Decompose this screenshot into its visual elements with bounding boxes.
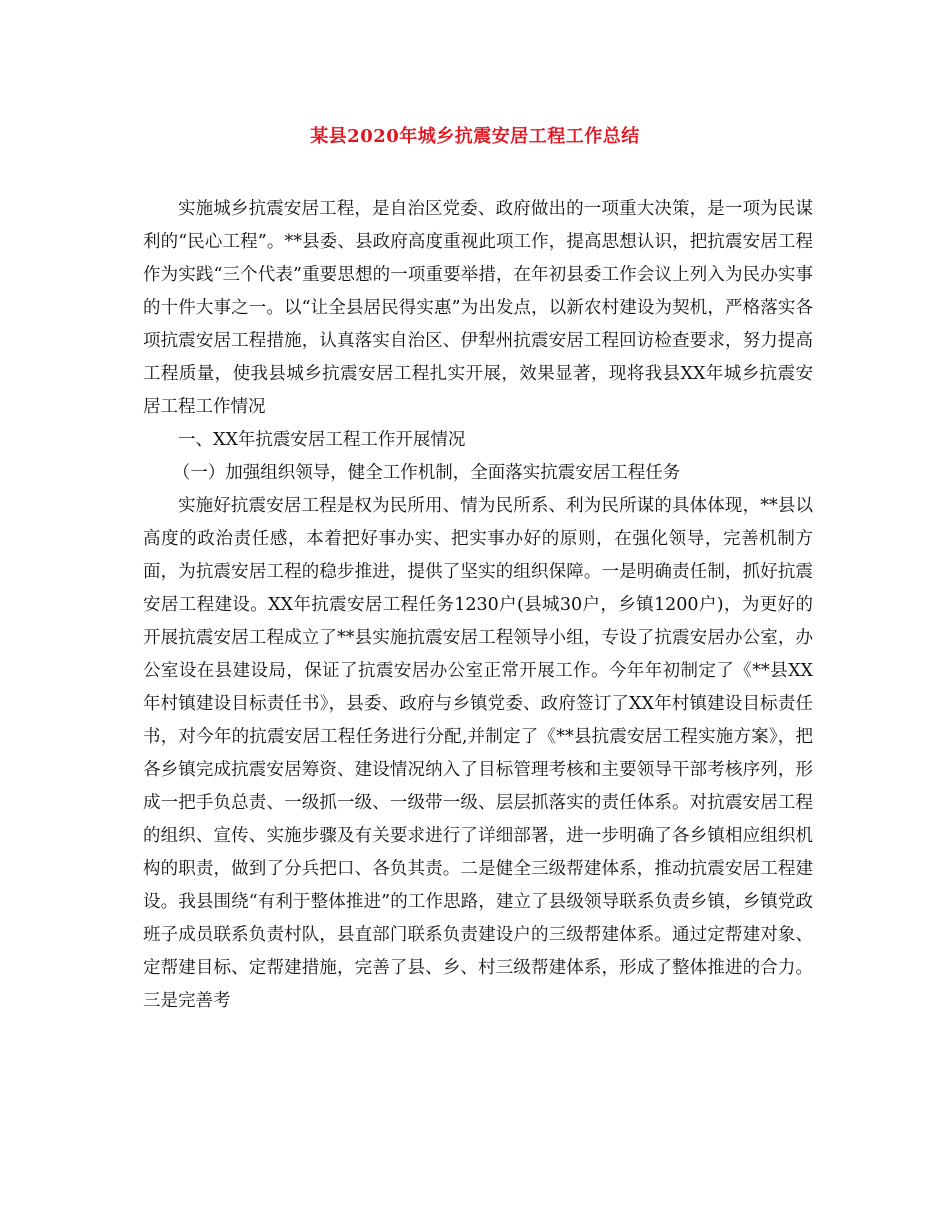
section-heading: 一、XX年抗震安居工程工作开展情况 (178, 430, 466, 450)
paragraph-body: 实施好抗震安居工程是权为民所用、情为民所系、利为民所谋的具体体现，**县以高度的政治责任感，本着把好事办实、把实事办好的原则，在强化领导，完善机制方面，为抗震安居工程的稳步推进，提供了坚实的组织保障。一是明确责任制，抓好抗震安居工程建设。XX年抗震安居工程任务1230户(县城30户，乡镇1200户)，为更好的开展抗震安居工程成立了**县实施抗震安居工程领导小组，专设了抗震安居办公室，办公室设在县建设局，保证了抗震安居办公室正常开展工作。今年年初制定了《**县XX年村镇建设目标责任书》，县委、政府与乡镇党委、政府签订了XX年村镇建设目标责任书，对今年的抗震安居工程任务进行分配,并制定了《**县抗震安居工程实施方案》，把各乡镇完成抗震安居筹资、建设情况纳入了目标管理考核和主要领导干部考核序列，形成一把手负总责、一级抓一级、一级带一级、层层抓落实的责任体系。对抗震安居工程的组织、宣传、实施步骤及有关要求进行了详细部署，进一步明确了各乡镇相应组织机构的职责，做到了分兵把口、各负其责。二是健全三级帮建体系，推动抗震安居工程建设。我县围绕“有利于整体推进”的工作思路，建立了县级领导联系负责乡镇，乡镇党政班子成员联系负责村队，县直部门联系负责建设户的三级帮建体系。通过定帮建对象、定帮建目标、定帮建措施，完善了县、乡、村三级帮建体系，形成了整体推进的合力。三是完善考 (143, 496, 813, 1011)
document-title: 某县2020年城乡抗震安居工程工作总结 (310, 126, 640, 147)
subsection-heading: （一）加强组织领导，健全工作机制，全面落实抗震安居工程任务 (172, 463, 681, 483)
paragraph-intro: 实施城乡抗震安居工程，是自治区党委、政府做出的一项重大决策，是一项为民谋利的“民心工程”。**县委、县政府高度重视此项工作，提高思想认识，把抗震安居工程作为实践“三个代表”重要思想的一项重要举措，在年初县委工作会议上列入为民办实事的十件大事之一。以“让全县居民得实惠”为出发点，以新农村建设为契机，严格落实各项抗震安居工程措施，认真落实自治区、伊犁州抗震安居工程回访检查要求，努力提高工程质量，使我县城乡抗震安居工程扎实开展，效果显著，现将我县XX年城乡抗震安居工程工作情况 (143, 199, 813, 417)
document-body (143, 193, 813, 1018)
